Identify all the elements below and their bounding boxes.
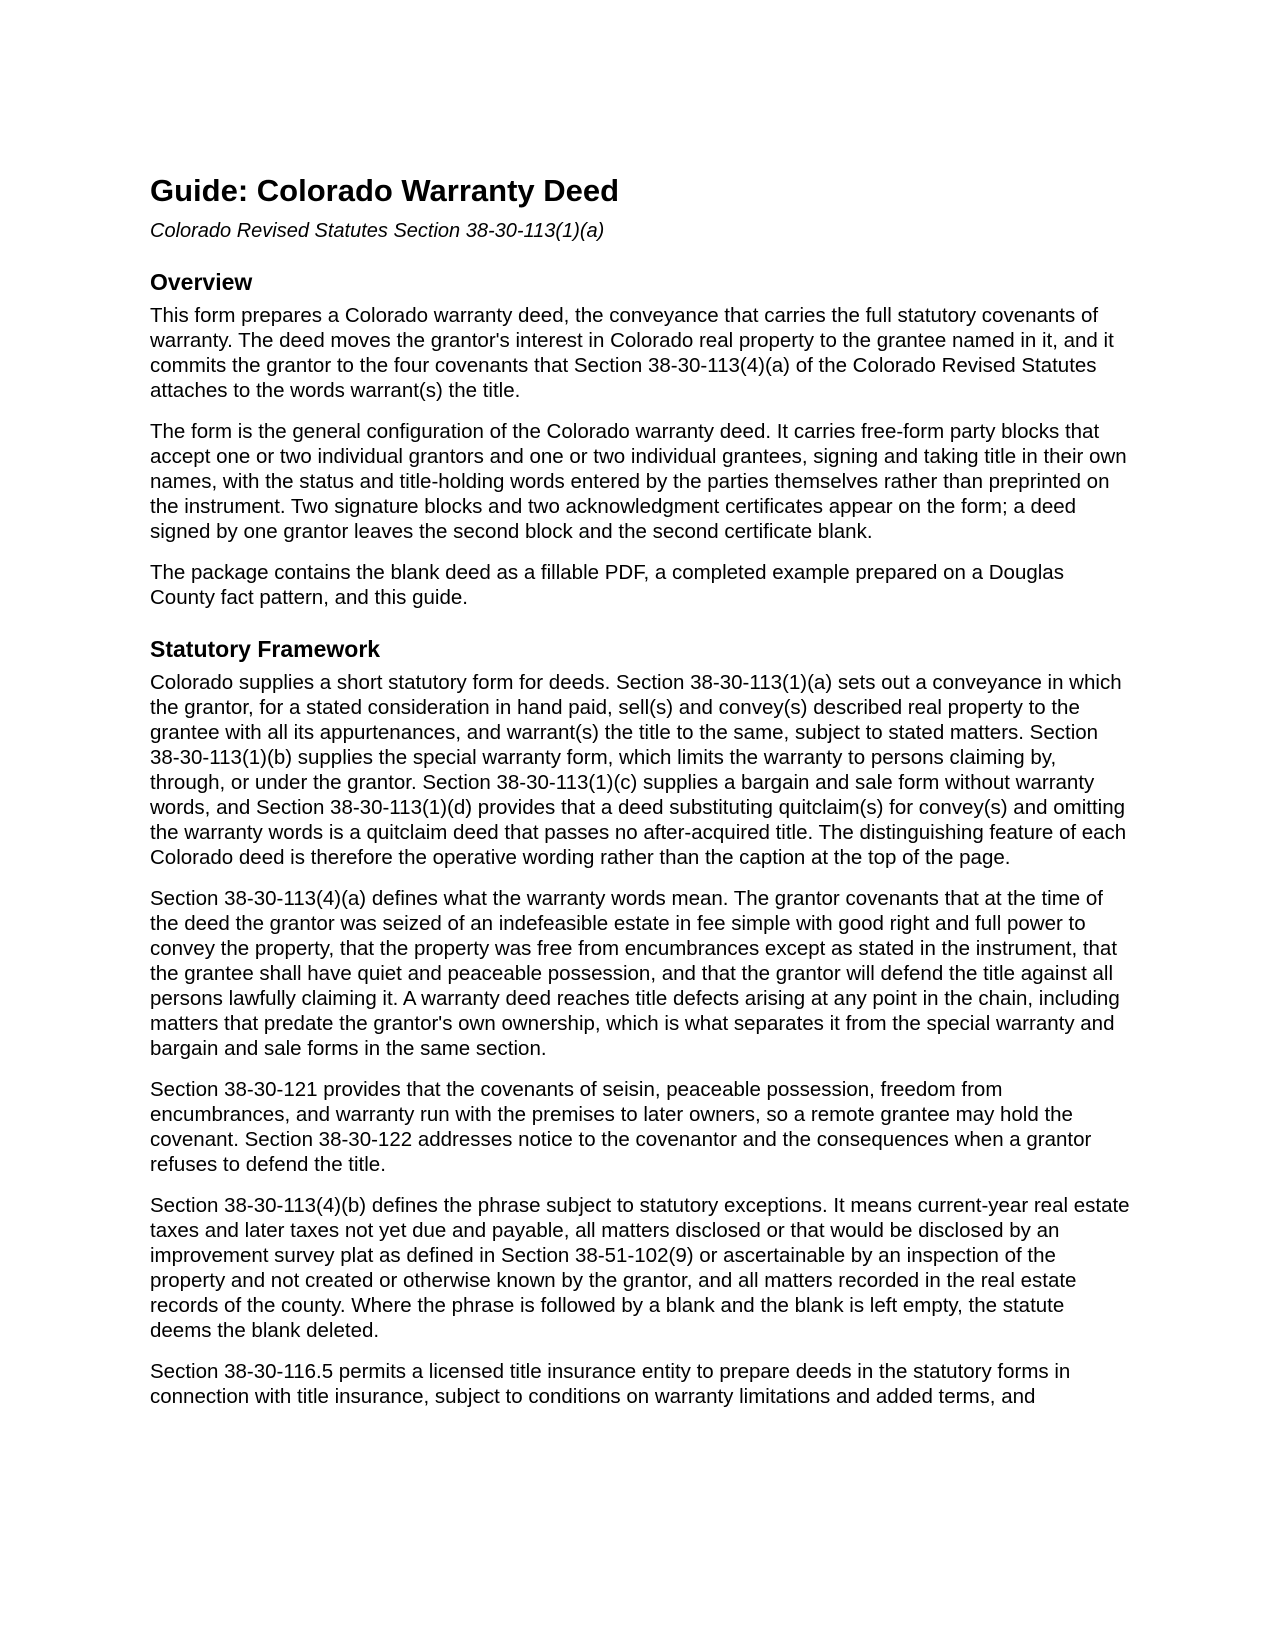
section-heading-overview: Overview [150,269,253,295]
document-body [150,172,1130,1409]
section-heading-statutory-framework: Statutory Framework [150,636,381,662]
paragraph: The package contains the blank deed as a fillable PDF, a completed example prepared on a Douglas County fact pattern, and this guide. [150,561,1064,609]
paragraph: Colorado supplies a short statutory form for deeds. Section 38-30-113(1)(a) sets out a conveyance in which the grantor, for a stated consideration in hand paid, sell(s) and convey(s) described real property to the grantee with all its appurtenances, and warrant(s) the title to the same, subject to stated matters. Section 38-30-113(1)(b) supplies the special warranty form, which limits the warranty to persons claiming by, through, or under the grantor. Section 38-30-113(1)(c) supplies a bargain and sale form without warranty words, and Section 38-30-113(1)(d) provides that a deed substituting quitclaim(s) for convey(s) and omitting the warranty words is a quitclaim deed that passes no after-acquired title. The distinguishing feature of each Colorado deed is therefore the operative wording rather than the caption at the top of the page. [150,671,1127,869]
document-subtitle: Colorado Revised Statutes Section 38-30-113(1)(a) [150,220,605,242]
document-title: Guide: Colorado Warranty Deed [150,173,620,208]
paragraph: This form prepares a Colorado warranty deed, the conveyance that carries the full statutory covenants of warranty. The deed moves the grantor's interest in Colorado real property to the grantee named in it, and it commits the grantor to the four covenants that Section 38-30-113(4)(a) of the Colorado Revised Statutes attaches to the words warrant(s) the title. [150,304,1114,402]
paragraph: Section 38-30-113(4)(b) defines the phrase subject to statutory exceptions. It means current-year real estate taxes and later taxes not yet due and payable, all matters disclosed or that would be disclosed by an improvement survey plat as defined in Section 38-51-102(9) or ascertainable by an inspection of the property and not created or otherwise known by the grantor, and all matters recorded in the real estate records of the county. Where the phrase is followed by a blank and the blank is left empty, the statute deems the blank deleted. [150,1194,1130,1342]
paragraph: Section 38-30-121 provides that the covenants of seisin, peaceable possession, freedom from encumbrances, and warranty run with the premises to later owners, so a remote grantee may hold the covenant. Section 38-30-122 addresses notice to the covenantor and the consequences when a grantor refuses to defend the title. [150,1078,1092,1176]
paragraph: Section 38-30-116.5 permits a licensed title insurance entity to prepare deeds in the statutory forms in connection with title insurance, subject to conditions on warranty limitations and added terms, and [150,1360,1071,1408]
paragraph: The form is the general configuration of the Colorado warranty deed. It carries free-form party blocks that accept one or two individual grantors and one or two individual grantees, signing and taking title in their own names, with the status and title-holding words entered by the parties themselves rather than preprinted on the instrument. Two signature blocks and two acknowledgment certificates appear on the form; a deed signed by one grantor leaves the second block and the second certificate blank. [150,420,1127,543]
paragraph: Section 38-30-113(4)(a) defines what the warranty words mean. The grantor covenants that at the time of the deed the grantor was seized of an indefeasible estate in fee simple with good right and full power to convey the property, that the property was free from encumbrances except as stated in the instrument, that the grantee shall have quiet and peaceable possession, and that the grantor will defend the title against all persons lawfully claiming it. A warranty deed reaches title defects arising at any point in the chain, including matters that predate the grantor's own ownership, which is what separates it from the special warranty and bargain and sale forms in the same section. [150,887,1120,1060]
